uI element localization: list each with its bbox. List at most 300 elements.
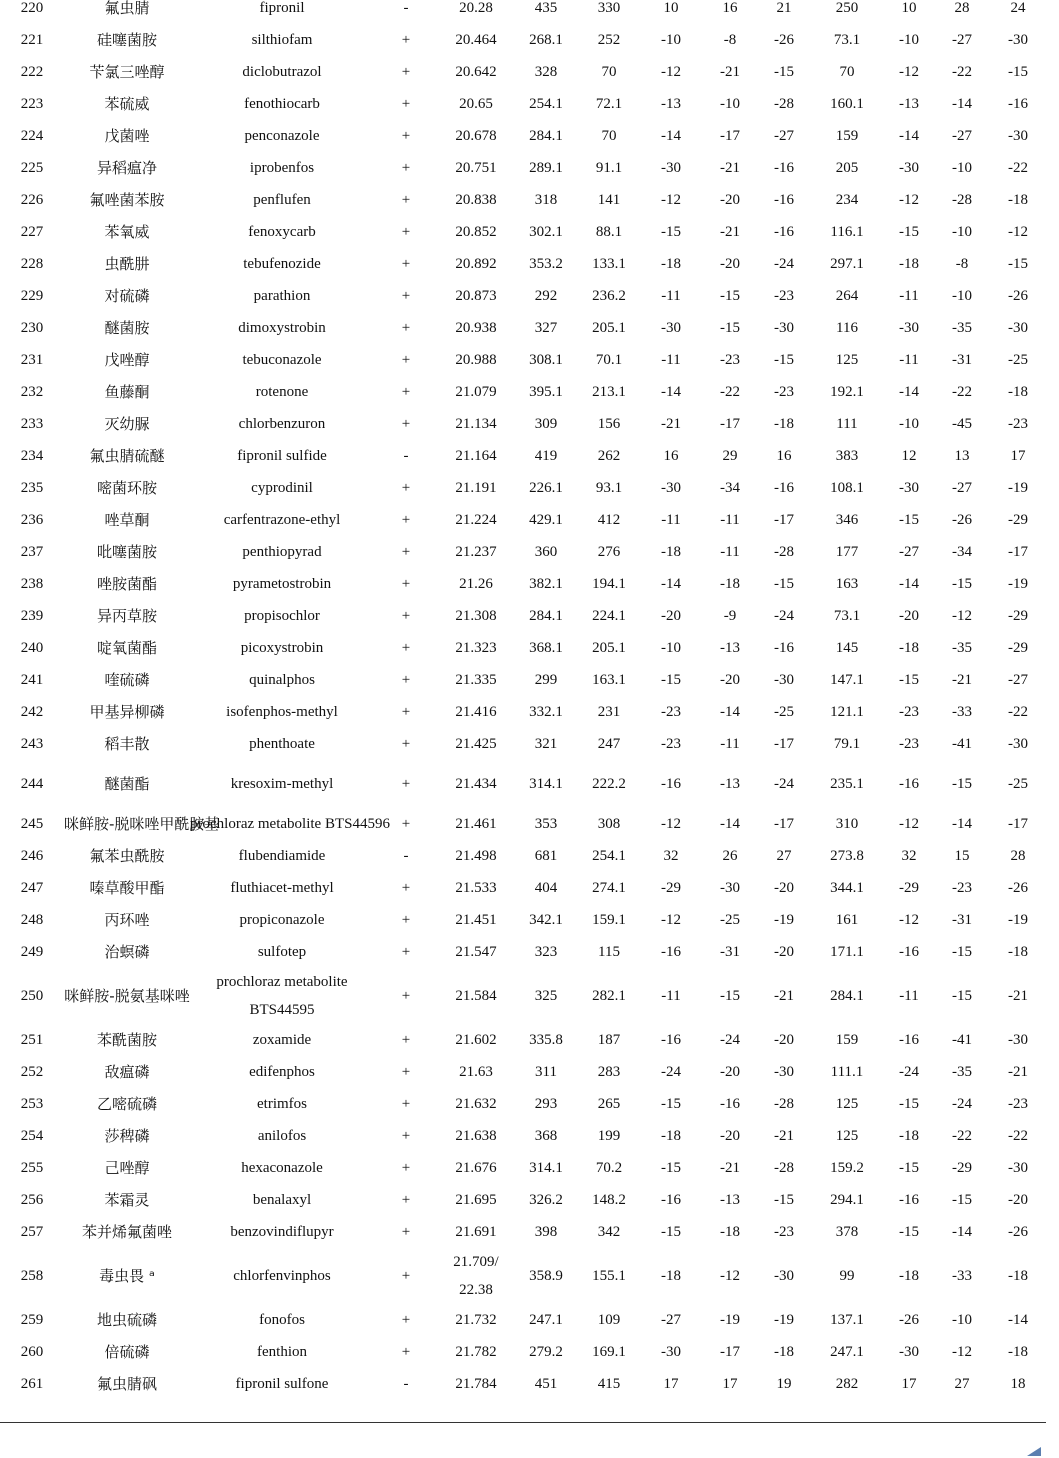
cell-ion-mode: +	[401, 1064, 411, 1080]
cell-precursor-ion: 332.1	[529, 704, 563, 720]
cell-product-ion-1: 148.2	[592, 1192, 626, 1208]
table-row	[0, 536, 1046, 568]
cell-no: 255	[20, 1160, 44, 1176]
cell-no: 234	[20, 448, 44, 464]
cell-product-ion-1: 70.1	[595, 352, 623, 368]
cell-ion-mode: +	[401, 64, 411, 80]
cell-value-b1: -18	[899, 640, 919, 656]
cell-value-a3: -21	[774, 988, 794, 1004]
cell-product-ion-1: 109	[597, 1312, 621, 1328]
cell-value-a1: -16	[661, 1032, 681, 1048]
cell-product-ion-1: 252	[597, 32, 621, 48]
cell-name-en: rotenone	[255, 384, 309, 400]
cell-name-en: parathion	[253, 288, 311, 304]
cell-value-b1: -30	[899, 1344, 919, 1360]
cell-name-zh: 咪鲜胺-脱咪唑甲酰胺基	[64, 815, 220, 833]
cell-product-ion-2: 108.1	[830, 480, 864, 496]
cell-value-a1: -15	[661, 672, 681, 688]
cell-ion-mode: +	[401, 880, 411, 896]
cell-name-zh: 苯硫威	[104, 95, 150, 113]
cell-name-en: penconazole	[244, 128, 320, 144]
cell-value-a2: -34	[720, 480, 740, 496]
cell-value-a1: -23	[661, 736, 681, 752]
cell-value-b3: -15	[1008, 256, 1028, 272]
cell-precursor-ion: 353	[534, 816, 558, 832]
cell-value-b3: -18	[1008, 1268, 1028, 1284]
cell-value-b3: -25	[1008, 352, 1028, 368]
cell-value-a1: -12	[661, 192, 681, 208]
cell-value-b2: -35	[952, 1064, 972, 1080]
table-row	[0, 760, 1046, 808]
cell-retention-time: 21.533	[455, 880, 497, 896]
cell-retention-time: 21.547	[455, 944, 497, 960]
cell-ion-mode: +	[401, 1096, 411, 1112]
cell-value-b1: -30	[899, 320, 919, 336]
cell-value-b2: -12	[952, 1344, 972, 1360]
cell-retention-time: 21.691	[455, 1224, 497, 1240]
cell-value-b1: -12	[899, 192, 919, 208]
cell-value-a3: 27	[776, 848, 792, 864]
cell-value-a3: -16	[774, 640, 794, 656]
cell-precursor-ion: 318	[534, 192, 558, 208]
cell-value-b1: -10	[899, 416, 919, 432]
cell-product-ion-1: 342	[597, 1224, 621, 1240]
cell-name-zh: 毒虫畏 ᵃ	[99, 1267, 155, 1285]
cell-ion-mode: +	[401, 160, 411, 176]
cell-name-zh: 莎稗磷	[104, 1127, 150, 1145]
cell-value-b3: -18	[1008, 384, 1028, 400]
cell-value-b2: -31	[952, 912, 972, 928]
table-row	[0, 24, 1046, 56]
cell-product-ion-1: 330	[597, 0, 621, 16]
cell-no: 259	[20, 1312, 44, 1328]
cell-precursor-ion: 279.2	[529, 1344, 563, 1360]
cell-value-b3: -22	[1008, 1128, 1028, 1144]
cell-retention-time: 20.464	[455, 32, 497, 48]
cell-precursor-ion: 435	[534, 0, 558, 16]
cell-no: 254	[20, 1128, 44, 1144]
cell-value-a1: -18	[661, 256, 681, 272]
cell-value-a3: -30	[774, 1064, 794, 1080]
cell-value-a1: -15	[661, 1096, 681, 1112]
cell-value-b3: -30	[1008, 736, 1028, 752]
cell-value-b2: -15	[952, 576, 972, 592]
cell-product-ion-1: 70	[601, 64, 617, 80]
cell-precursor-ion: 289.1	[529, 160, 563, 176]
cell-value-b2: -22	[952, 64, 972, 80]
cell-name-en: tebufenozide	[243, 256, 321, 272]
cell-retention-time: 20.892	[455, 256, 497, 272]
cell-value-b2: -33	[952, 704, 972, 720]
cell-value-a2: -17	[720, 416, 740, 432]
cell-precursor-ion: 309	[534, 416, 558, 432]
cell-value-a2: -18	[720, 1224, 740, 1240]
cell-no: 253	[20, 1096, 44, 1112]
table-row	[0, 904, 1046, 936]
cell-ion-mode: +	[401, 288, 411, 304]
cell-no: 224	[20, 128, 44, 144]
cell-value-a3: -24	[774, 256, 794, 272]
table-row	[0, 1368, 1046, 1400]
cell-value-a1: -11	[661, 988, 681, 1004]
cell-precursor-ion: 327	[534, 320, 558, 336]
cell-product-ion-1: 283	[597, 1064, 621, 1080]
cell-value-a2: -13	[720, 776, 740, 792]
cell-value-a3: 16	[776, 448, 792, 464]
cell-no: 252	[20, 1064, 44, 1080]
cell-ion-mode: +	[401, 512, 411, 528]
cell-value-b3: -18	[1008, 192, 1028, 208]
cell-value-a3: -30	[774, 320, 794, 336]
cell-value-b2: -35	[952, 320, 972, 336]
cell-product-ion-2: 284.1	[830, 988, 864, 1004]
cell-name-en: iprobenfos	[249, 160, 315, 176]
cell-value-a1: 32	[663, 848, 679, 864]
cell-value-b3: -29	[1008, 512, 1028, 528]
cell-no: 236	[20, 512, 44, 528]
cell-precursor-ion: 226.1	[529, 480, 563, 496]
cell-precursor-ion: 398	[534, 1224, 558, 1240]
cell-value-a3: -24	[774, 608, 794, 624]
cell-retention-time: 21.425	[455, 736, 497, 752]
cell-no: 242	[20, 704, 44, 720]
cell-precursor-ion: 368.1	[529, 640, 563, 656]
cell-product-ion-2: 70	[839, 64, 855, 80]
cell-product-ion-1: 254.1	[592, 848, 626, 864]
cell-ion-mode: +	[401, 704, 411, 720]
table-row	[0, 88, 1046, 120]
cell-value-b2: -22	[952, 384, 972, 400]
cell-product-ion-2: 282	[835, 1376, 859, 1392]
cell-name-en: cyprodinil	[251, 480, 313, 496]
cell-product-ion-1: 156	[597, 416, 621, 432]
cell-name-en: phenthoate	[249, 736, 315, 752]
cell-name-en: propisochlor	[244, 608, 320, 624]
cell-name-en: pyrametostrobin	[232, 576, 332, 592]
cell-retention-time: 21.676	[455, 1160, 497, 1176]
cell-product-ion-2: 378	[835, 1224, 859, 1240]
cell-name-zh: 倍硫磷	[104, 1343, 150, 1361]
cell-name-en: fenthion	[257, 1344, 307, 1360]
cell-value-a3: -16	[774, 192, 794, 208]
cell-value-b3: -16	[1008, 96, 1028, 112]
cell-product-ion-2: 235.1	[830, 776, 864, 792]
cell-value-b1: 10	[901, 0, 917, 16]
cell-name-en: fipronil sulfide	[237, 448, 327, 464]
cell-value-a3: -15	[774, 1192, 794, 1208]
corner-fold-icon	[1027, 1447, 1041, 1456]
cell-product-ion-1: 276	[597, 544, 621, 560]
table-row	[0, 696, 1046, 728]
cell-value-b2: -26	[952, 512, 972, 528]
cell-value-b3: -14	[1008, 1312, 1028, 1328]
cell-value-b1: -11	[899, 352, 919, 368]
cell-retention-time: 20.873	[455, 288, 497, 304]
cell-value-b1: -18	[899, 1268, 919, 1284]
cell-name-zh: 虫酰肼	[104, 255, 150, 273]
cell-value-b3: -29	[1008, 640, 1028, 656]
cell-name-zh: 苯并烯氟菌唑	[81, 1223, 172, 1241]
cell-no: 237	[20, 544, 44, 560]
cell-no: 249	[20, 944, 44, 960]
cell-value-b2: -27	[952, 128, 972, 144]
cell-name-zh: 敌瘟磷	[104, 1063, 150, 1081]
cell-product-ion-1: 70.2	[595, 1160, 623, 1176]
cell-value-b1: -15	[899, 224, 919, 240]
cell-product-ion-1: 247	[597, 736, 621, 752]
cell-product-ion-1: 236.2	[592, 288, 626, 304]
table-row	[0, 312, 1046, 344]
cell-retention-time: 21.224	[455, 512, 497, 528]
cell-name-en: picoxystrobin	[240, 640, 324, 656]
cell-value-a3: -26	[774, 32, 794, 48]
cell-value-a2: -14	[720, 816, 740, 832]
cell-product-ion-2: 147.1	[830, 672, 864, 688]
cell-product-ion-2: 247.1	[830, 1344, 864, 1360]
cell-retention-time: 21.784	[455, 1376, 497, 1392]
cell-name-zh: 氟虫腈硫醚	[89, 447, 165, 465]
cell-ion-mode: +	[401, 1312, 411, 1328]
cell-name-zh: 异稻瘟净	[96, 159, 157, 177]
cell-value-a2: 17	[722, 1376, 738, 1392]
cell-no: 258	[20, 1268, 44, 1284]
cell-value-a2: -18	[720, 576, 740, 592]
cell-value-b2: -33	[952, 1268, 972, 1284]
cell-retention-time: 21.237	[455, 544, 497, 560]
cell-value-a2: -10	[720, 96, 740, 112]
cell-name-en: quinalphos	[249, 672, 315, 688]
cell-product-ion-2: 205	[835, 160, 859, 176]
cell-value-b1: -23	[899, 736, 919, 752]
cell-no: 250	[20, 988, 44, 1004]
cell-no: 226	[20, 192, 44, 208]
cell-ion-mode: +	[401, 1344, 411, 1360]
table-row	[0, 344, 1046, 376]
cell-no: 228	[20, 256, 44, 272]
cell-no: 261	[20, 1376, 44, 1392]
cell-no: 229	[20, 288, 44, 304]
cell-precursor-ion: 268.1	[529, 32, 563, 48]
cell-value-a1: -10	[661, 32, 681, 48]
cell-value-a1: -30	[661, 1344, 681, 1360]
cell-precursor-ion: 284.1	[529, 608, 563, 624]
cell-value-b3: -26	[1008, 1224, 1028, 1240]
cell-product-ion-1: 155.1	[592, 1268, 626, 1284]
cell-value-a2: -21	[720, 160, 740, 176]
cell-precursor-ion: 299	[534, 672, 558, 688]
cell-value-b3: -30	[1008, 32, 1028, 48]
cell-retention-time: 21.079	[455, 384, 497, 400]
cell-value-a1: -15	[661, 1224, 681, 1240]
cell-value-b2: -41	[952, 1032, 972, 1048]
cell-value-a2: -20	[720, 1064, 740, 1080]
cell-ion-mode: +	[401, 128, 411, 144]
cell-ion-mode: +	[401, 1128, 411, 1144]
cell-value-a1: -21	[661, 416, 681, 432]
cell-name-zh: 醚菌酯	[104, 775, 150, 793]
cell-name-en: penthiopyrad	[242, 544, 322, 560]
cell-name-zh: 唑草酮	[104, 511, 150, 529]
cell-name-zh: 对硫磷	[104, 287, 150, 305]
cell-retention-time: 21.63	[459, 1064, 493, 1080]
table-row	[0, 0, 1046, 24]
cell-precursor-ion: 292	[534, 288, 558, 304]
cell-name-en: tebuconazole	[242, 352, 322, 368]
cell-retention-time: 20.678	[455, 128, 497, 144]
cell-value-a1: -16	[661, 944, 681, 960]
cell-precursor-ion: 302.1	[529, 224, 563, 240]
table-row	[0, 728, 1046, 760]
cell-value-b1: -30	[899, 480, 919, 496]
cell-name-en: fenothiocarb	[244, 96, 320, 112]
cell-retention-time: 21.584	[455, 988, 497, 1004]
cell-value-b2: -14	[952, 816, 972, 832]
cell-retention-time: 21.434	[455, 776, 497, 792]
cell-ion-mode: -	[403, 1376, 409, 1392]
cell-product-ion-1: 115	[598, 944, 620, 960]
cell-name-zh: 啶氧菌酯	[96, 639, 157, 657]
cell-product-ion-1: 70	[601, 128, 617, 144]
table-row	[0, 936, 1046, 968]
cell-retention-time: 21.732	[455, 1312, 497, 1328]
cell-precursor-ion: 325	[534, 988, 558, 1004]
cell-name-zh: 嘧菌环胺	[96, 479, 157, 497]
cell-name-en: edifenphos	[249, 1064, 315, 1080]
table-row	[0, 408, 1046, 440]
cell-value-a1: -13	[661, 96, 681, 112]
cell-precursor-ion: 321	[534, 736, 558, 752]
cell-value-a1: -12	[661, 912, 681, 928]
cell-product-ion-1: 412	[597, 512, 621, 528]
cell-ion-mode: -	[403, 0, 409, 16]
cell-product-ion-1: 91.1	[595, 160, 623, 176]
cell-ion-mode: +	[401, 384, 411, 400]
cell-value-b1: -16	[899, 1032, 919, 1048]
cell-no: 248	[20, 912, 44, 928]
cell-no: 220	[20, 0, 44, 16]
cell-value-a1: -11	[661, 288, 681, 304]
table-row	[0, 600, 1046, 632]
cell-name-zh: 氟苯虫酰胺	[89, 847, 165, 865]
cell-value-b3: -30	[1008, 1160, 1028, 1176]
cell-name-en: hexaconazole	[241, 1160, 323, 1176]
cell-name-zh: 鱼藤酮	[104, 383, 150, 401]
cell-value-a3: -24	[774, 776, 794, 792]
cell-value-b3: -25	[1008, 776, 1028, 792]
cell-value-b2: -31	[952, 352, 972, 368]
cell-name-zh: 乙嘧硫磷	[96, 1095, 157, 1113]
cell-precursor-ion: 368	[534, 1128, 558, 1144]
cell-value-a2: -13	[720, 640, 740, 656]
cell-ion-mode: +	[401, 736, 411, 752]
cell-value-a1: -27	[661, 1312, 681, 1328]
cell-product-ion-2: 99	[839, 1268, 855, 1284]
cell-no: 241	[20, 672, 44, 688]
cell-value-b1: -15	[899, 672, 919, 688]
cell-value-b1: -14	[899, 128, 919, 144]
cell-product-ion-2: 310	[835, 816, 859, 832]
cell-no: 257	[20, 1224, 44, 1240]
cell-name-zh: 苯氧威	[104, 223, 150, 241]
cell-product-ion-2: 79.1	[833, 736, 861, 752]
cell-value-a2: -30	[720, 880, 740, 896]
cell-ion-mode: +	[401, 32, 411, 48]
cell-retention-time: 20.988	[455, 352, 497, 368]
cell-name-zh: 咪鲜胺-脱氨基咪唑	[64, 987, 190, 1005]
cell-product-ion-1: 88.1	[595, 224, 623, 240]
cell-ion-mode: +	[401, 1192, 411, 1208]
cell-product-ion-2: 125	[835, 352, 859, 368]
cell-value-a2: -19	[720, 1312, 740, 1328]
cell-retention-time: 21.638	[455, 1128, 497, 1144]
cell-value-b2: -14	[952, 1224, 972, 1240]
cell-product-ion-1: 159.1	[592, 912, 626, 928]
cell-value-a1: -12	[661, 64, 681, 80]
cell-value-a3: -17	[774, 816, 794, 832]
cell-precursor-ion: 284.1	[529, 128, 563, 144]
cell-value-a1: -11	[661, 512, 681, 528]
cell-precursor-ion: 326.2	[529, 1192, 563, 1208]
cell-value-b2: -27	[952, 32, 972, 48]
cell-name-en: fipronil sulfone	[235, 1376, 329, 1392]
cell-product-ion-2: 177	[835, 544, 859, 560]
cell-product-ion-2: 159.2	[830, 1160, 864, 1176]
table-row	[0, 56, 1046, 88]
cell-value-a1: -18	[661, 544, 681, 560]
cell-no: 223	[20, 96, 44, 112]
cell-retention-time: 21.451	[455, 912, 497, 928]
cell-ion-mode: +	[401, 776, 411, 792]
cell-name-zh: 苯酰菌胺	[96, 1031, 157, 1049]
table-row	[0, 872, 1046, 904]
cell-value-a3: -27	[774, 128, 794, 144]
cell-value-a1: -20	[661, 608, 681, 624]
cell-value-b2: -22	[952, 1128, 972, 1144]
cell-name-en: zoxamide	[252, 1032, 312, 1048]
cell-name-en: prochloraz metabolite BTS44595	[216, 974, 348, 1018]
cell-value-b1: -24	[899, 1064, 919, 1080]
cell-retention-time: 20.852	[455, 224, 497, 240]
cell-value-b1: -18	[899, 1128, 919, 1144]
cell-value-a2: -8	[723, 32, 737, 48]
cell-value-b1: -12	[899, 64, 919, 80]
cell-product-ion-2: 346	[835, 512, 859, 528]
cell-product-ion-1: 213.1	[592, 384, 626, 400]
cell-retention-time: 21.782	[455, 1344, 497, 1360]
cell-name-zh: 硅噻菌胺	[96, 31, 157, 49]
cell-value-a3: -23	[774, 1224, 794, 1240]
cell-value-b2: -35	[952, 640, 972, 656]
table-row	[0, 1248, 1046, 1304]
cell-value-b3: -29	[1008, 608, 1028, 624]
cell-retention-time: 21.416	[455, 704, 497, 720]
cell-retention-time: 21.498	[455, 848, 497, 864]
cell-ion-mode: +	[401, 576, 411, 592]
cell-name-zh: 唑胺菌酯	[96, 575, 157, 593]
cell-value-b1: 32	[901, 848, 917, 864]
cell-ion-mode: +	[401, 640, 411, 656]
table-row	[0, 152, 1046, 184]
cell-value-b3: 17	[1010, 448, 1026, 464]
cell-value-a1: -15	[661, 224, 681, 240]
cell-value-a3: -19	[774, 912, 794, 928]
cell-value-a3: -28	[774, 544, 794, 560]
cell-value-b1: 17	[901, 1376, 917, 1392]
cell-value-a2: -12	[720, 1268, 740, 1284]
cell-name-zh: 嗪草酸甲酯	[89, 879, 165, 897]
cell-name-zh: 地虫硫磷	[96, 1311, 157, 1329]
cell-value-a2: -31	[720, 944, 740, 960]
